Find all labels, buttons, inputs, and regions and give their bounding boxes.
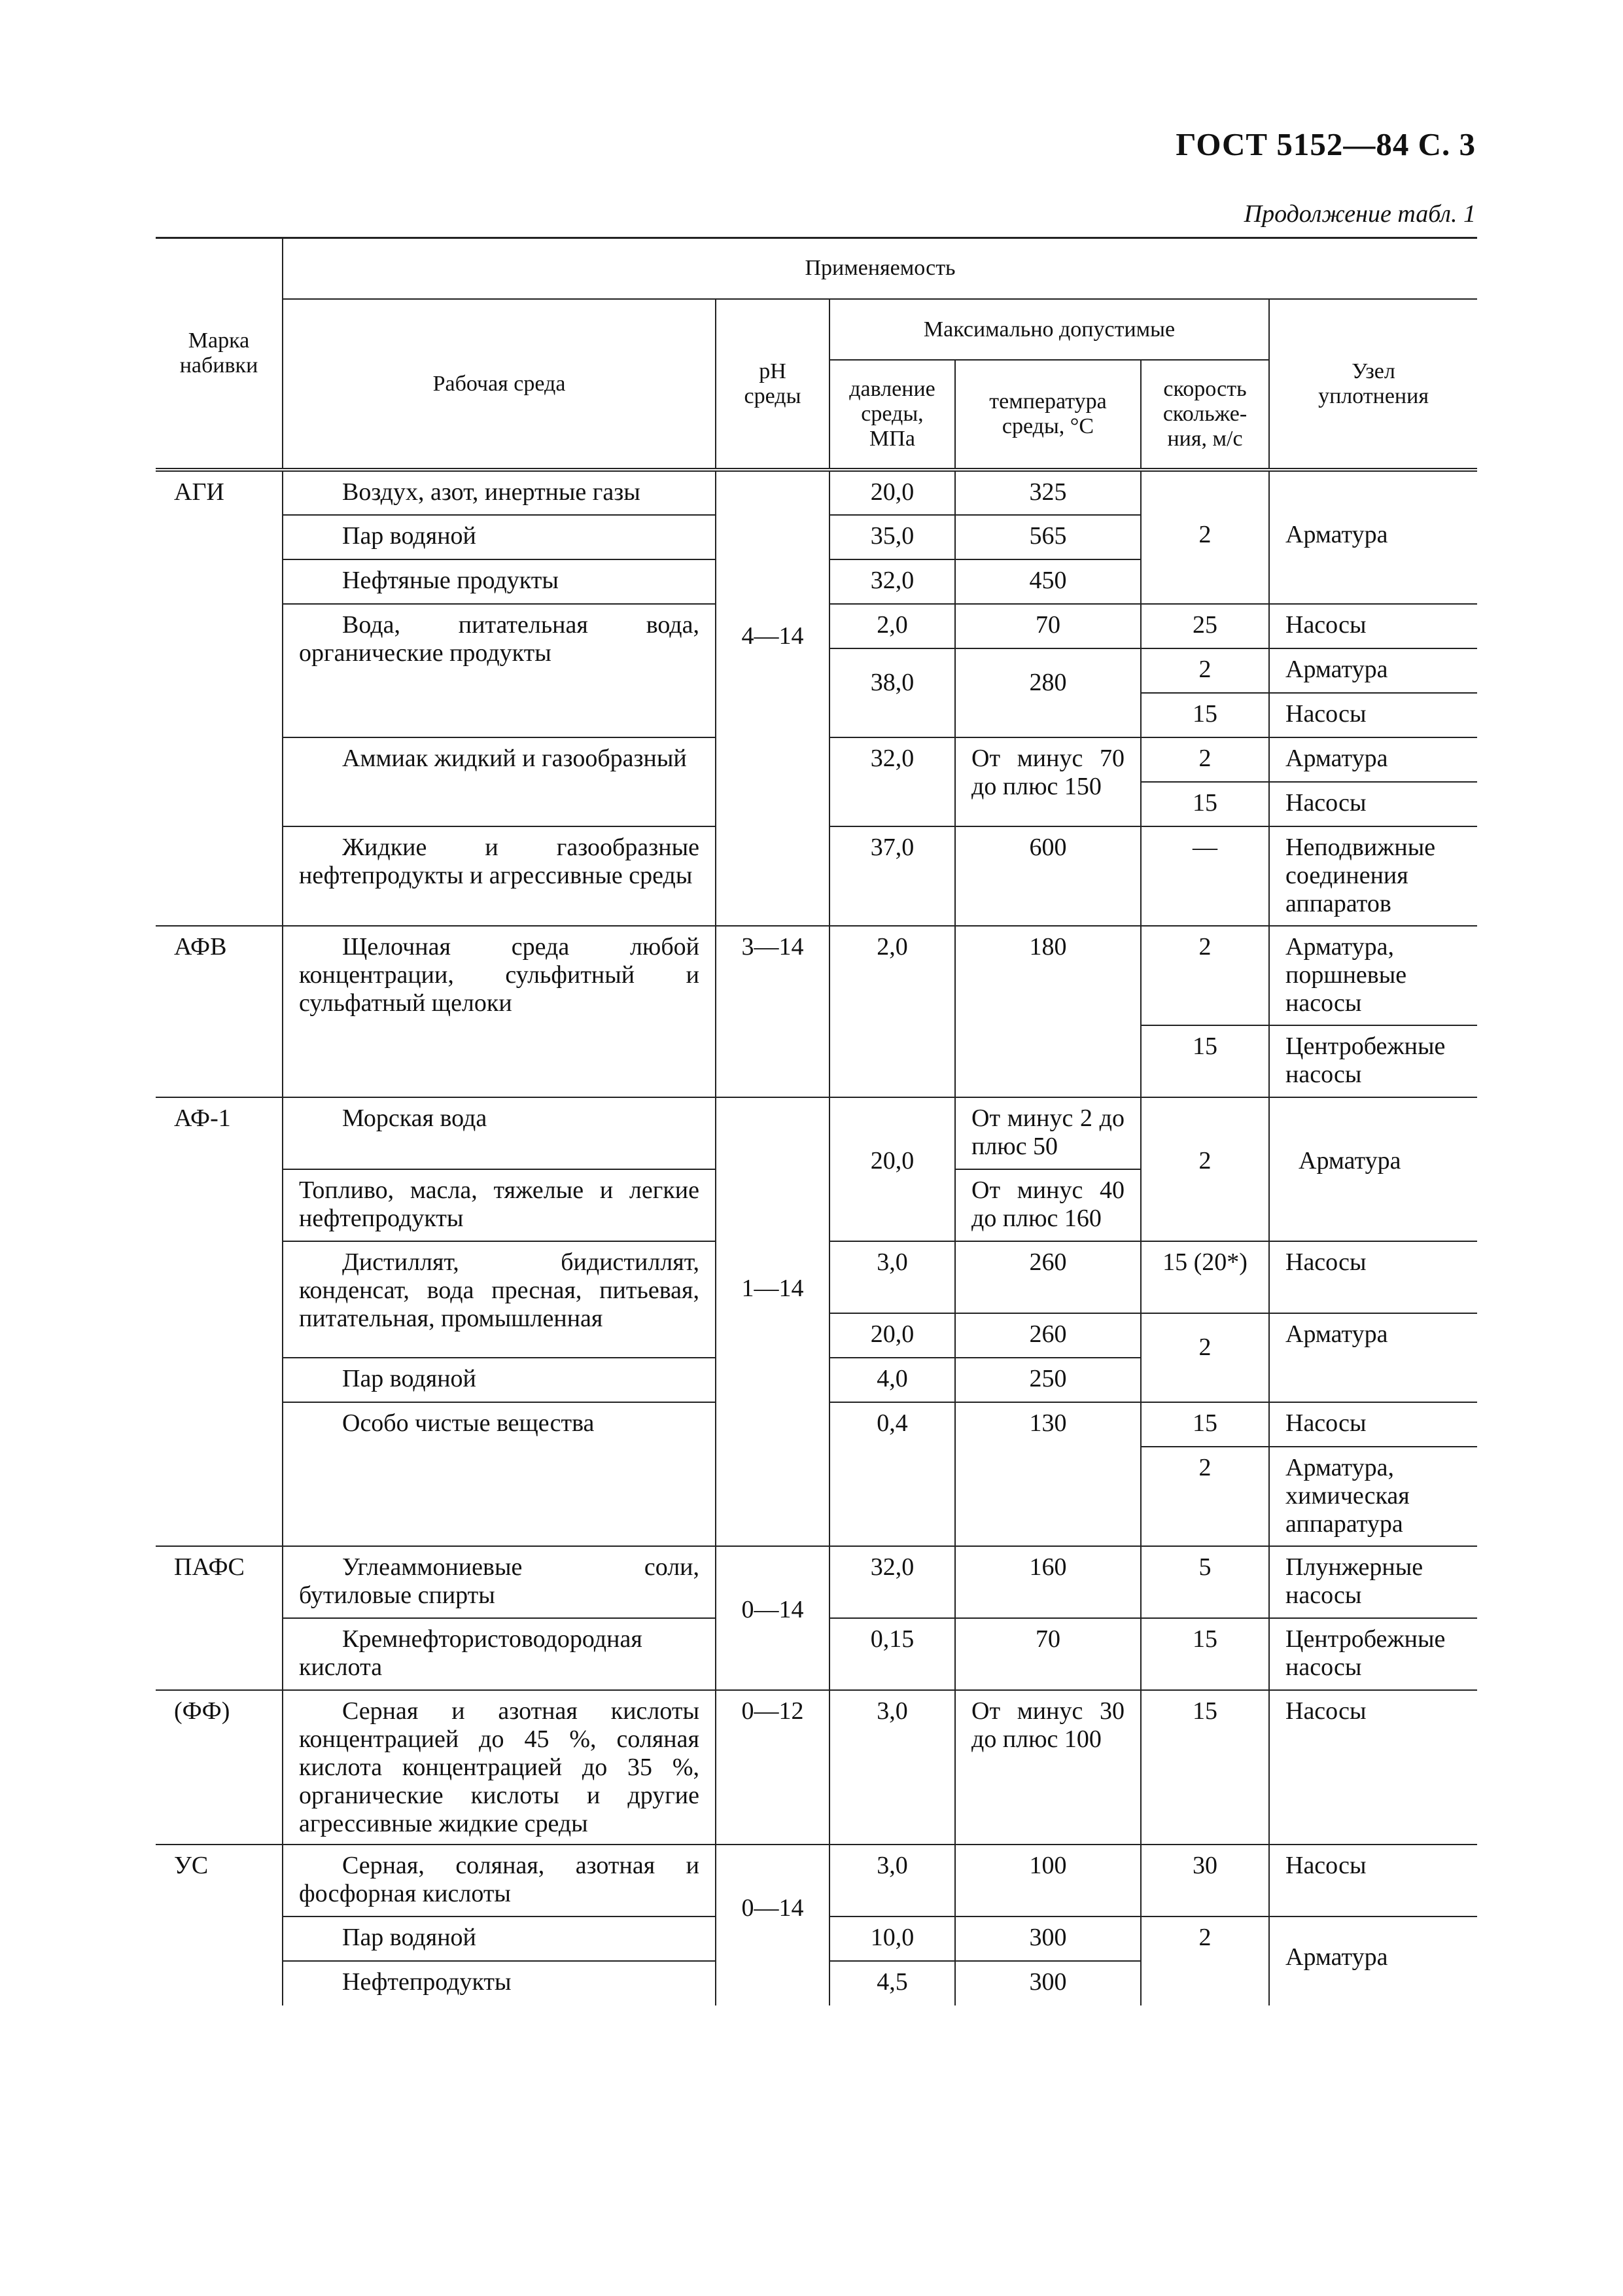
ph-cell: 3—14 xyxy=(716,926,829,1097)
medium-cell: Пар водяной xyxy=(283,1358,716,1402)
table-row xyxy=(156,926,1477,1025)
document-id: ГОСТ 5152—84 С. 3 xyxy=(1176,126,1476,162)
packing-mark: АГИ xyxy=(156,470,283,926)
pressure-cell: 38,0 xyxy=(829,648,955,737)
unit-cell: Насосы xyxy=(1269,782,1477,826)
speed-cell: 2 xyxy=(1141,1916,1269,2005)
pressure-cell: 3,0 xyxy=(829,1845,955,1916)
pressure-cell: 2,0 xyxy=(829,604,955,648)
medium-cell: Пар водяной xyxy=(283,515,716,559)
speed-cell: 2 xyxy=(1141,1097,1269,1241)
unit-cell: Арматура xyxy=(1269,470,1477,604)
temperature-cell: 70 xyxy=(955,1618,1141,1690)
temperature-cell: 280 xyxy=(955,648,1141,737)
speed-cell: 15 (20*) xyxy=(1141,1241,1269,1313)
unit-cell: Арматура xyxy=(1269,1097,1477,1241)
packing-applicability-table xyxy=(156,238,1477,2005)
temperature-cell: 250 xyxy=(955,1358,1141,1402)
unit-cell: Арматура xyxy=(1269,737,1477,782)
speed-cell: 25 xyxy=(1141,604,1269,648)
pressure-cell: 0,4 xyxy=(829,1402,955,1546)
packing-mark: ПАФС xyxy=(156,1546,283,1690)
temperature-cell: От минус 30 до плюс 100 xyxy=(955,1690,1141,1845)
unit-cell: Насосы xyxy=(1269,1402,1477,1447)
unit-cell: Насосы xyxy=(1269,1690,1477,1845)
speed-cell: 2 xyxy=(1141,1447,1269,1546)
unit-cell: Арматура xyxy=(1269,1313,1477,1402)
ph-cell: 0—14 xyxy=(716,1845,829,2005)
temperature-cell: 600 xyxy=(955,826,1141,926)
speed-cell: 15 xyxy=(1141,1690,1269,1845)
unit-cell: Центробежные насосы xyxy=(1269,1025,1477,1097)
temperature-cell: 260 xyxy=(955,1241,1141,1313)
speed-cell: 30 xyxy=(1141,1845,1269,1916)
pressure-cell: 35,0 xyxy=(829,515,955,559)
unit-cell: Арматура xyxy=(1269,648,1477,693)
pressure-cell: 32,0 xyxy=(829,1546,955,1618)
speed-cell: — xyxy=(1141,826,1269,926)
temperature-cell: 160 xyxy=(955,1546,1141,1618)
unit-cell: Арматура, поршневые насосы xyxy=(1269,926,1477,1025)
speed-cell: 2 xyxy=(1141,470,1269,604)
unit-cell: Насосы xyxy=(1269,604,1477,648)
medium-cell: Дистиллят, бидистиллят, конденсат, вода пресная, питьевая, питательная, промышленная xyxy=(283,1241,716,1358)
pressure-cell: 32,0 xyxy=(829,737,955,826)
col-header-applicability: Применяемость xyxy=(283,238,1477,299)
medium-cell: Кремнефтористоводородная кислота xyxy=(283,1618,716,1690)
unit-cell: Насосы xyxy=(1269,1845,1477,1916)
col-header-medium: Рабочая среда xyxy=(283,299,716,470)
speed-cell: 2 xyxy=(1141,648,1269,693)
temperature-cell: 450 xyxy=(955,559,1141,604)
table-body xyxy=(156,470,1477,2005)
table-header xyxy=(156,238,1477,470)
ph-cell: 0—14 xyxy=(716,1546,829,1690)
medium-cell: Жидкие и газообразные нефтепродукты и агрессивные среды xyxy=(283,826,716,926)
pressure-cell: 20,0 xyxy=(829,1313,955,1358)
unit-cell: Арматура xyxy=(1269,1916,1477,2005)
col-header-speed: скорость скольже-ния, м/с xyxy=(1141,360,1269,470)
pressure-cell: 3,0 xyxy=(829,1690,955,1845)
speed-cell: 5 xyxy=(1141,1546,1269,1618)
col-header-temperature: температура среды, °С xyxy=(955,360,1141,470)
temperature-cell: От минус 40 до плюс 160 xyxy=(955,1169,1141,1241)
col-header-pressure: давление среды, МПа xyxy=(829,360,955,470)
temperature-cell: 300 xyxy=(955,1916,1141,1961)
temperature-cell: 260 xyxy=(955,1313,1141,1358)
pressure-cell: 2,0 xyxy=(829,926,955,1097)
pressure-cell: 20,0 xyxy=(829,470,955,515)
medium-cell: Воздух, азот, инертные газы xyxy=(283,470,716,515)
medium-cell: Серная и азотная кислоты концентрацией до 45 %, соляная кислота концентрацией до 35 %, органические кислоты и другие агрессивные жидкие среды xyxy=(283,1690,716,1845)
col-header-max-allowed: Максимально допустимые xyxy=(829,299,1269,360)
medium-cell: Щелочная среда любой концентрации, сульфитный и сульфатный щелоки xyxy=(283,926,716,1097)
medium-cell: Пар водяной xyxy=(283,1916,716,1961)
speed-cell: 2 xyxy=(1141,1313,1269,1402)
table-row xyxy=(156,470,1477,515)
temperature-cell: 180 xyxy=(955,926,1141,1097)
pressure-cell: 4,5 xyxy=(829,1961,955,2005)
unit-cell: Насосы xyxy=(1269,693,1477,737)
pressure-cell: 32,0 xyxy=(829,559,955,604)
speed-cell: 2 xyxy=(1141,737,1269,782)
temperature-cell: 325 xyxy=(955,470,1141,515)
ph-cell: 1—14 xyxy=(716,1097,829,1546)
temperature-cell: 130 xyxy=(955,1402,1141,1546)
unit-cell: Насосы xyxy=(1269,1241,1477,1313)
packing-mark: УС xyxy=(156,1845,283,2005)
table-row xyxy=(156,1845,1477,1916)
packing-mark: АФ-1 xyxy=(156,1097,283,1546)
speed-cell: 2 xyxy=(1141,926,1269,1025)
speed-cell: 15 xyxy=(1141,1618,1269,1690)
speed-cell: 15 xyxy=(1141,782,1269,826)
pressure-cell: 20,0 xyxy=(829,1097,955,1241)
temperature-cell: 565 xyxy=(955,515,1141,559)
temperature-cell: От минус 70 до плюс 150 xyxy=(955,737,1141,826)
medium-cell: Серная, соляная, азотная и фосфорная кислоты xyxy=(283,1845,716,1916)
speed-cell: 15 xyxy=(1141,693,1269,737)
unit-cell: Центробежные насосы xyxy=(1269,1618,1477,1690)
table-row xyxy=(156,1546,1477,1618)
table-row xyxy=(156,1690,1477,1845)
table-row xyxy=(156,1097,1477,1169)
unit-cell: Плунжерные насосы xyxy=(1269,1546,1477,1618)
pressure-cell: 0,15 xyxy=(829,1618,955,1690)
temperature-cell: От минус 2 до плюс 50 xyxy=(955,1097,1141,1169)
pressure-cell: 4,0 xyxy=(829,1358,955,1402)
medium-cell: Топливо, масла, тяжелые и легкие нефтепродукты xyxy=(283,1169,716,1241)
medium-cell: Особо чистые вещества xyxy=(283,1402,716,1546)
medium-cell: Нефтяные продукты xyxy=(283,559,716,604)
pressure-cell: 37,0 xyxy=(829,826,955,926)
temperature-cell: 70 xyxy=(955,604,1141,648)
medium-cell: Вода, питательная вода, органические продукты xyxy=(283,604,716,737)
ph-cell: 4—14 xyxy=(716,470,829,926)
table-continuation-note: Продолжение табл. 1 xyxy=(1244,200,1476,228)
temperature-cell: 100 xyxy=(955,1845,1141,1916)
medium-cell: Углеаммониевые соли, бутиловые спирты xyxy=(283,1546,716,1618)
col-header-mark: Марка набивки xyxy=(179,328,258,378)
unit-cell: Неподвижные соединения аппаратов xyxy=(1269,826,1477,926)
speed-cell: 15 xyxy=(1141,1025,1269,1097)
packing-mark: АФВ xyxy=(156,926,283,1097)
unit-cell: Арматура, химическая аппаратура xyxy=(1269,1447,1477,1546)
medium-cell: Нефтепродукты xyxy=(283,1961,716,2005)
ph-cell: 0—12 xyxy=(716,1690,829,1845)
medium-cell: Аммиак жидкий и газообразный xyxy=(283,737,716,826)
packing-mark: (ФФ) xyxy=(156,1690,283,1845)
col-header-ph: pH среды xyxy=(716,299,829,470)
pressure-cell: 3,0 xyxy=(829,1241,955,1313)
pressure-cell: 10,0 xyxy=(829,1916,955,1961)
medium-cell: Морская вода xyxy=(283,1097,716,1169)
speed-cell: 15 xyxy=(1141,1402,1269,1447)
col-header-unit: Узел уплотнения xyxy=(1269,299,1477,470)
temperature-cell: 300 xyxy=(955,1961,1141,2005)
